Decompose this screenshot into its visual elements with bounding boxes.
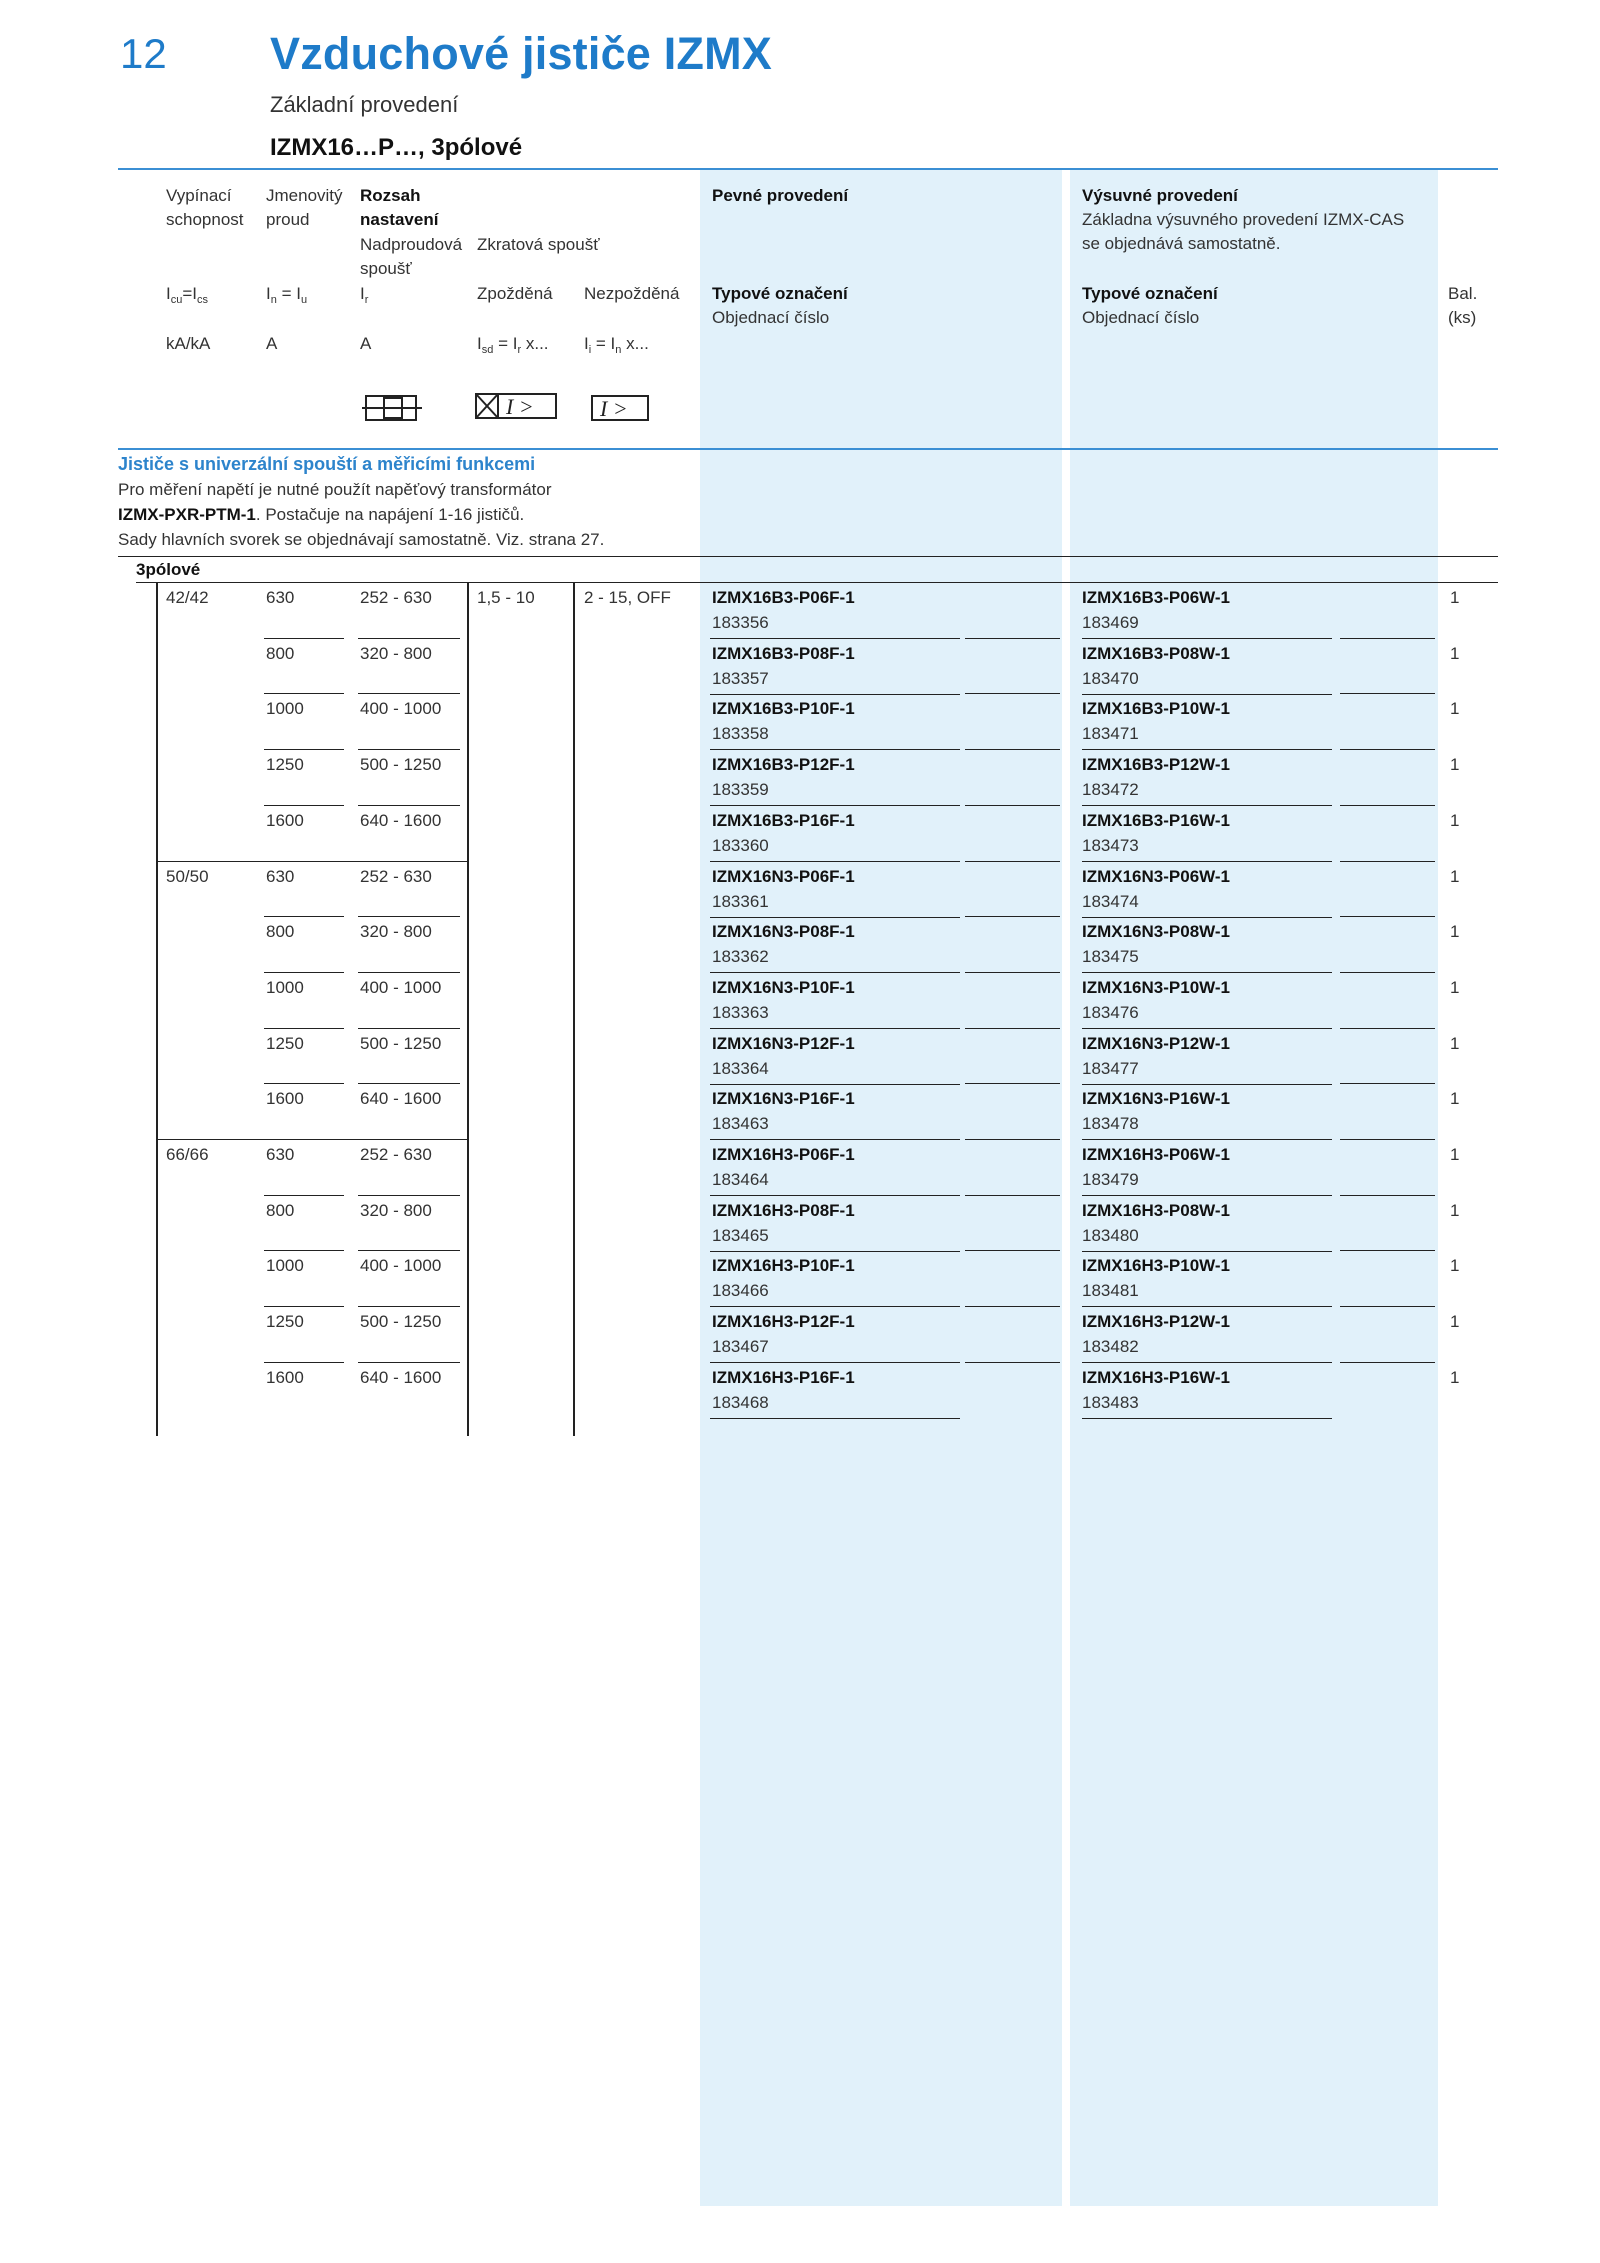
header-fixed-title: Pevné provedení (712, 186, 849, 205)
header-fixed-order-label: Objednací číslo (712, 308, 830, 327)
row-divider (965, 1139, 1060, 1140)
fixed-type-cell: IZMX16B3-P06F-1 (712, 588, 855, 607)
setting-range-cell: 400 - 1000 (360, 699, 442, 718)
row-divider (710, 694, 960, 695)
header-top-rule (118, 168, 1498, 170)
fixed-type-cell: IZMX16N3-P06F-1 (712, 867, 855, 886)
rated-current-cell: 1000 (266, 1256, 304, 1275)
row-divider (710, 1362, 960, 1363)
fixed-type-cell: IZMX16N3-P16F-1 (712, 1089, 855, 1108)
fixed-order-number-cell: 183464 (712, 1170, 769, 1189)
row-divider (1340, 861, 1435, 862)
setting-range-cell: 320 - 800 (360, 922, 432, 941)
row-divider (1082, 917, 1332, 918)
fixed-order-number-cell: 183466 (712, 1281, 769, 1300)
rated-current-cell: 1600 (266, 811, 304, 830)
fixed-order-number-cell: 183465 (712, 1226, 769, 1245)
row-divider (156, 861, 467, 862)
pack-quantity-cell: 1 (1450, 922, 1460, 941)
header-rated-current: Jmenovitý proud (266, 186, 343, 229)
withdrawable-type-cell: IZMX16N3-P12W-1 (1082, 1034, 1230, 1053)
fixed-order-number-cell: 183356 (712, 613, 769, 632)
withdrawable-order-number-cell: 183475 (1082, 947, 1139, 966)
row-divider (710, 805, 960, 806)
row-divider (264, 1362, 344, 1363)
row-divider (710, 638, 960, 639)
row-divider (710, 1306, 960, 1307)
row-divider (264, 638, 344, 639)
withdrawable-order-number-cell: 183476 (1082, 1003, 1139, 1022)
header-bottom-rule (118, 448, 1498, 450)
row-divider (965, 693, 1060, 694)
unit-ii: $I_i = I_n$ x... (584, 334, 649, 356)
row-divider (965, 1083, 1060, 1084)
withdrawable-type-cell: IZMX16H3-P12W-1 (1082, 1312, 1230, 1331)
section-note-1: Pro měření napětí je nutné použít napěťový transformátor (118, 480, 552, 499)
withdrawable-order-number-cell: 183480 (1082, 1226, 1139, 1245)
row-divider (264, 1250, 344, 1251)
row-divider (358, 1306, 460, 1307)
row-divider (1340, 1083, 1435, 1084)
setting-range-cell: 320 - 800 (360, 644, 432, 663)
row-divider (710, 1028, 960, 1029)
delayed-range: 1,5 - 10 (477, 588, 535, 607)
withdrawable-type-cell: IZMX16N3-P16W-1 (1082, 1089, 1230, 1108)
header-short-circuit-release: Zkratová spoušť (477, 235, 600, 254)
row-divider (965, 972, 1060, 973)
fixed-order-number-cell: 183359 (712, 780, 769, 799)
header-instant-label: Nezpožděná (584, 284, 680, 303)
row-divider (965, 638, 1060, 639)
rated-current-cell: 630 (266, 1145, 295, 1164)
row-divider (1340, 972, 1435, 973)
row-divider (710, 1418, 960, 1419)
row-divider (358, 693, 460, 694)
row-divider (965, 1362, 1060, 1363)
group-top-rule (118, 556, 1498, 557)
row-divider (264, 805, 344, 806)
row-divider (710, 1195, 960, 1196)
row-divider (1340, 1139, 1435, 1140)
row-divider (710, 1139, 960, 1140)
group-label: 3pólové (136, 560, 201, 579)
header-in-symbol: $I_n = I_u$ (266, 284, 308, 306)
pack-quantity-cell: 1 (1450, 978, 1460, 997)
setting-range-cell: 252 - 630 (360, 867, 432, 886)
row-divider (358, 805, 460, 806)
rated-current-cell: 1000 (266, 978, 304, 997)
table-vline-1 (156, 582, 158, 1436)
fixed-type-cell: IZMX16H3-P12F-1 (712, 1312, 855, 1331)
setting-range-cell: 640 - 1600 (360, 1368, 442, 1387)
fixed-type-cell: IZMX16B3-P08F-1 (712, 644, 855, 663)
page-number: 12 (120, 30, 167, 77)
row-divider (358, 916, 460, 917)
pack-quantity-cell: 1 (1450, 1145, 1460, 1164)
fixed-type-cell: IZMX16H3-P16F-1 (712, 1368, 855, 1387)
row-divider (1082, 1418, 1332, 1419)
fixed-order-number-cell: 183357 (712, 669, 769, 688)
pack-quantity-cell: 1 (1450, 1312, 1460, 1331)
instant-short-circuit-icon (590, 394, 652, 424)
pack-quantity-cell: 1 (1450, 811, 1460, 830)
withdrawable-type-cell: IZMX16B3-P12W-1 (1082, 755, 1230, 774)
setting-range-cell: 500 - 1250 (360, 1034, 442, 1053)
setting-range-cell: 252 - 630 (360, 1145, 432, 1164)
setting-range-cell: 640 - 1600 (360, 811, 442, 830)
row-divider (358, 638, 460, 639)
setting-range-cell: 500 - 1250 (360, 755, 442, 774)
row-divider (358, 749, 460, 750)
row-divider (1082, 1084, 1332, 1085)
header-wd-type-label: Typové označení (1082, 284, 1218, 303)
withdrawable-type-cell: IZMX16H3-P10W-1 (1082, 1256, 1230, 1275)
fixed-type-cell: IZMX16H3-P08F-1 (712, 1201, 855, 1220)
rated-current-cell: 1000 (266, 699, 304, 718)
row-divider (1082, 1251, 1332, 1252)
withdrawable-type-cell: IZMX16N3-P10W-1 (1082, 978, 1230, 997)
rated-current-cell: 800 (266, 1201, 295, 1220)
header-icu-symbol: $I_{cu}=I_{cs}$ (166, 284, 209, 306)
row-divider (1082, 861, 1332, 862)
withdrawable-type-cell: IZMX16N3-P08W-1 (1082, 922, 1230, 941)
header-withdrawable-note: Základna výsuvného provedení IZMX-CAS se objednává samostatně. (1082, 210, 1405, 253)
withdrawable-type-cell: IZMX16H3-P06W-1 (1082, 1145, 1230, 1164)
row-divider (358, 1362, 460, 1363)
row-divider (264, 1195, 344, 1196)
setting-range-cell: 252 - 630 (360, 588, 432, 607)
row-divider (1082, 1195, 1332, 1196)
fixed-order-number-cell: 183361 (712, 892, 769, 911)
row-divider (1340, 1250, 1435, 1251)
row-divider (965, 861, 1060, 862)
fixed-order-number-cell: 183358 (712, 724, 769, 743)
delayed-short-circuit-icon (474, 392, 558, 422)
row-divider (1082, 638, 1332, 639)
row-divider (1340, 1306, 1435, 1307)
row-divider (1340, 1195, 1435, 1196)
row-divider (264, 1028, 344, 1029)
pack-quantity-cell: 1 (1450, 1368, 1460, 1387)
fixed-type-cell: IZMX16B3-P10F-1 (712, 699, 855, 718)
withdrawable-order-number-cell: 183481 (1082, 1281, 1139, 1300)
fixed-type-cell: IZMX16H3-P10F-1 (712, 1256, 855, 1275)
fixed-type-cell: IZMX16H3-P06F-1 (712, 1145, 855, 1164)
row-divider (1082, 972, 1332, 973)
row-divider (264, 749, 344, 750)
thermal-release-icon (362, 392, 422, 426)
unit-in: A (266, 334, 278, 353)
row-divider (1340, 582, 1435, 583)
row-divider (710, 917, 960, 918)
row-divider (1082, 1362, 1332, 1363)
setting-range-cell: 640 - 1600 (360, 1089, 442, 1108)
fixed-order-number-cell: 183468 (712, 1393, 769, 1412)
withdrawable-order-number-cell: 183479 (1082, 1170, 1139, 1189)
row-divider (1340, 693, 1435, 694)
pack-quantity-cell: 1 (1450, 1034, 1460, 1053)
fixed-type-cell: IZMX16N3-P08F-1 (712, 922, 855, 941)
row-divider (1082, 749, 1332, 750)
withdrawable-order-number-cell: 183478 (1082, 1114, 1139, 1133)
fixed-order-number-cell: 183363 (712, 1003, 769, 1022)
withdrawable-type-cell: IZMX16B3-P06W-1 (1082, 588, 1230, 607)
group-bottom-rule (136, 582, 1498, 583)
header-pack-label: Bal. (ks) (1448, 284, 1478, 327)
withdrawable-type-cell: IZMX16B3-P08W-1 (1082, 644, 1230, 663)
icu-cell: 50/50 (166, 867, 209, 886)
withdrawable-type-cell: IZMX16B3-P10W-1 (1082, 699, 1230, 718)
row-divider (264, 693, 344, 694)
header-overload-release: Nadproudová spoušť (360, 235, 463, 278)
rated-current-cell: 1250 (266, 755, 304, 774)
pack-quantity-cell: 1 (1450, 699, 1460, 718)
row-divider (1082, 694, 1332, 695)
fixed-order-number-cell: 183463 (712, 1114, 769, 1133)
delayed-glyph: I > (506, 394, 534, 419)
setting-range-cell: 400 - 1000 (360, 978, 442, 997)
instant-glyph: I > (600, 396, 628, 421)
row-divider (358, 1028, 460, 1029)
row-divider (358, 1083, 460, 1084)
header-breaking-capacity: Vypínací schopnost (166, 186, 244, 229)
row-divider (965, 749, 1060, 750)
row-divider (358, 1195, 460, 1196)
section-title: Jističe s univerzální spouští a měřicími funkcemi (118, 454, 536, 474)
row-divider (1340, 916, 1435, 917)
row-divider (264, 1306, 344, 1307)
withdrawable-order-number-cell: 183483 (1082, 1393, 1139, 1412)
instant-range: 2 - 15, OFF (584, 588, 671, 607)
row-divider (965, 916, 1060, 917)
setting-range-cell: 320 - 800 (360, 1201, 432, 1220)
row-divider (965, 582, 1060, 583)
row-divider (358, 1250, 460, 1251)
row-divider (1082, 1306, 1332, 1307)
withdrawable-type-cell: IZMX16H3-P16W-1 (1082, 1368, 1230, 1387)
header-withdrawable-title: Výsuvné provedení (1082, 186, 1238, 205)
row-divider (710, 861, 960, 862)
row-divider (264, 1083, 344, 1084)
row-divider (156, 1139, 467, 1140)
row-divider (965, 1028, 1060, 1029)
withdrawable-type-cell: IZMX16H3-P08W-1 (1082, 1201, 1230, 1220)
row-divider (1340, 1362, 1435, 1363)
table-vline-2 (467, 582, 469, 1436)
row-divider (965, 1195, 1060, 1196)
withdrawable-order-number-cell: 183470 (1082, 669, 1139, 688)
row-divider (965, 1306, 1060, 1307)
row-divider (358, 972, 460, 973)
rated-current-cell: 1600 (266, 1368, 304, 1387)
withdrawable-order-number-cell: 183469 (1082, 613, 1139, 632)
header-wd-order-label: Objednací číslo (1082, 308, 1200, 327)
rated-current-cell: 1600 (266, 1089, 304, 1108)
pack-quantity-cell: 1 (1450, 755, 1460, 774)
row-divider (710, 972, 960, 973)
row-divider (710, 1251, 960, 1252)
header-fixed-type-label: Typové označení (712, 284, 848, 303)
row-divider (965, 805, 1060, 806)
section-note-2: IZMX-PXR-PTM-1. Postačuje na napájení 1-16 jističů. (118, 505, 525, 524)
pack-quantity-cell: 1 (1450, 644, 1460, 663)
header-ir-symbol: $I_r$ (360, 284, 369, 306)
unit-icu: kA/kA (166, 334, 211, 353)
fixed-type-cell: IZMX16B3-P16F-1 (712, 811, 855, 830)
row-divider (1082, 1139, 1332, 1140)
unit-isd: $I_{sd} = I_r$ x... (477, 334, 549, 356)
withdrawable-order-number-cell: 183472 (1082, 780, 1139, 799)
table-vline-3 (573, 582, 575, 1436)
page-subtitle: Základní provedení (270, 92, 459, 117)
fixed-order-number-cell: 183467 (712, 1337, 769, 1356)
withdrawable-type-cell: IZMX16N3-P06W-1 (1082, 867, 1230, 886)
rated-current-cell: 1250 (266, 1312, 304, 1331)
row-divider (1082, 1028, 1332, 1029)
pack-quantity-cell: 1 (1450, 1089, 1460, 1108)
rated-current-cell: 630 (266, 867, 295, 886)
fixed-order-number-cell: 183360 (712, 836, 769, 855)
row-divider (965, 1250, 1060, 1251)
row-divider (1082, 805, 1332, 806)
fixed-order-number-cell: 183362 (712, 947, 769, 966)
withdrawable-order-number-cell: 183474 (1082, 892, 1139, 911)
fixed-type-cell: IZMX16N3-P12F-1 (712, 1034, 855, 1053)
unit-ir: A (360, 334, 372, 353)
header-delayed-label: Zpožděná (477, 284, 553, 303)
row-divider (264, 972, 344, 973)
row-divider (710, 1084, 960, 1085)
rated-current-cell: 800 (266, 644, 295, 663)
pack-quantity-cell: 1 (1450, 588, 1460, 607)
setting-range-cell: 500 - 1250 (360, 1312, 442, 1331)
rated-current-cell: 1250 (266, 1034, 304, 1053)
withdrawable-order-number-cell: 183473 (1082, 836, 1139, 855)
row-divider (1340, 1028, 1435, 1029)
row-divider (1340, 749, 1435, 750)
rated-current-cell: 630 (266, 588, 295, 607)
row-divider (264, 916, 344, 917)
pack-quantity-cell: 1 (1450, 1201, 1460, 1220)
icu-cell: 66/66 (166, 1145, 209, 1164)
setting-range-cell: 400 - 1000 (360, 1256, 442, 1275)
row-divider (1340, 805, 1435, 806)
withdrawable-type-cell: IZMX16B3-P16W-1 (1082, 811, 1230, 830)
icu-cell: 42/42 (166, 588, 209, 607)
fixed-type-cell: IZMX16B3-P12F-1 (712, 755, 855, 774)
row-divider (710, 749, 960, 750)
withdrawable-order-number-cell: 183477 (1082, 1059, 1139, 1078)
rated-current-cell: 800 (266, 922, 295, 941)
withdrawable-order-number-cell: 183471 (1082, 724, 1139, 743)
fixed-type-cell: IZMX16N3-P10F-1 (712, 978, 855, 997)
product-variant: IZMX16…P…, 3pólové (270, 134, 523, 161)
fixed-order-number-cell: 183364 (712, 1059, 769, 1078)
pack-quantity-cell: 1 (1450, 1256, 1460, 1275)
page-title: Vzduchové jističe IZMX (270, 28, 773, 79)
withdrawable-order-number-cell: 183482 (1082, 1337, 1139, 1356)
row-divider (1340, 638, 1435, 639)
header-setting-range: Rozsah nastavení (360, 186, 439, 229)
section-note-3: Sady hlavních svorek se objednávají samostatně. Viz. strana 27. (118, 530, 605, 549)
pack-quantity-cell: 1 (1450, 867, 1460, 886)
